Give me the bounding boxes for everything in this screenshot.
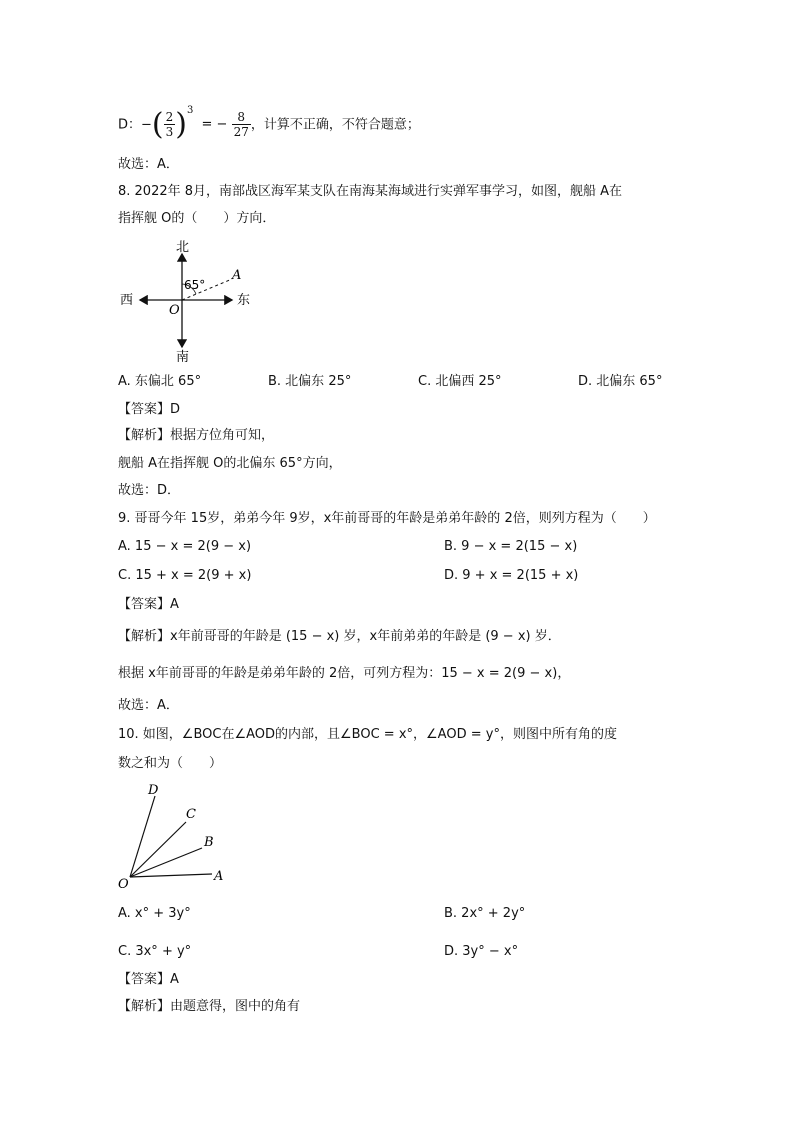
equals-sign: = −: [201, 117, 228, 133]
south-label: 南: [176, 350, 190, 365]
q8-answer: 【答案】D: [118, 402, 181, 417]
ray-ob: [130, 848, 202, 877]
q9-answer: 【答案】A: [118, 597, 179, 612]
q9-option-d: D. 9 + x = 2(15 + x): [444, 568, 579, 583]
ray-oa: [130, 874, 212, 877]
q10-answer: 【答案】A: [118, 972, 179, 987]
q8-option-a: A. 东偏北 65°: [118, 374, 202, 389]
q9-analysis-line1: 【解析】x年前哥哥的年龄是 (15 − x) 岁，x年前弟弟的年龄是 (9 − x) 岁．: [118, 629, 561, 644]
left-paren: (: [151, 106, 164, 142]
q10-analysis-line1: 【解析】由题意得，图中的角有: [118, 999, 301, 1014]
option-d-suffix: ，计算不正确，不符合题意；: [250, 117, 420, 133]
q10-option-c: C. 3x° + y°: [118, 944, 192, 959]
q8-conclusion: 故选：D．: [118, 483, 181, 498]
point-b-label: B: [204, 835, 214, 850]
east-label: 东: [237, 293, 251, 308]
fraction-two-thirds: $\frac{2}{3}$: [165, 110, 174, 140]
compass-diagram: [110, 232, 270, 372]
q10-stem-line1: 10. 如图，∠BOC在∠AOD的内部，且∠BOC = x°，∠AOD = y°，则图中所有角的度: [118, 727, 617, 742]
q9-option-a: A. 15 − x = 2(9 − x): [118, 539, 252, 554]
right-paren: ): [175, 106, 187, 142]
q9-analysis-line2: 根据 x年前哥哥的年龄是弟弟年龄的 2倍，可列方程为：15 − x = 2(9 − x)，: [118, 666, 571, 681]
point-c-label: C: [186, 807, 196, 822]
q8-analysis-line1: 【解析】根据方位角可知，: [118, 428, 275, 443]
point-a-label: A: [232, 268, 242, 283]
exponent: 3: [186, 105, 194, 116]
option-d-prefix: D：−: [118, 117, 152, 133]
point-a-label: A: [214, 869, 224, 884]
q9-stem: 9. 哥哥今年 15岁，弟弟今年 9岁，x年前哥哥的年龄是弟弟年龄的 2倍，则列方程为（ ）: [118, 511, 656, 526]
west-label: 西: [120, 293, 134, 308]
q10-option-b: B. 2x° + 2y°: [444, 906, 526, 921]
q8-option-c: C. 北偏西 25°: [418, 374, 502, 389]
q9-conclusion: 故选：A．: [118, 698, 179, 713]
fraction-eight-27ths: $\frac{8}{27}$: [233, 110, 249, 140]
q8-option-d: D. 北偏东 65°: [578, 374, 663, 389]
angle-diagram: [112, 778, 242, 893]
q8-stem-line1: 8. 2022年 8月，南部战区海军某支队在南海某海域进行实弹军事学习，如图，舰船 A在: [118, 184, 623, 199]
conclusion-q7: 故选：A．: [118, 157, 179, 172]
q10-stem-line2: 数之和为（ ）: [118, 756, 223, 771]
q10-option-a: A. x° + 3y°: [118, 906, 191, 921]
angle-65-label: 65°: [184, 278, 206, 292]
point-d-label: D: [148, 783, 159, 798]
q8-option-b: B. 北偏东 25°: [268, 374, 352, 389]
q8-analysis-line2: 舰船 A在指挥舰 O的北偏东 65°方向，: [118, 456, 342, 471]
q9-option-b: B. 9 − x = 2(15 − x): [444, 539, 578, 554]
point-o-label: O: [118, 877, 129, 892]
north-label: 北: [176, 240, 190, 255]
q10-option-d: D. 3y° − x°: [444, 944, 519, 959]
q9-option-c: C. 15 + x = 2(9 + x): [118, 568, 252, 583]
q8-stem-line2: 指挥舰 O的（ ）方向．: [118, 211, 276, 226]
origin-label: O: [169, 303, 180, 318]
option-d-calculation: [118, 101, 420, 143]
